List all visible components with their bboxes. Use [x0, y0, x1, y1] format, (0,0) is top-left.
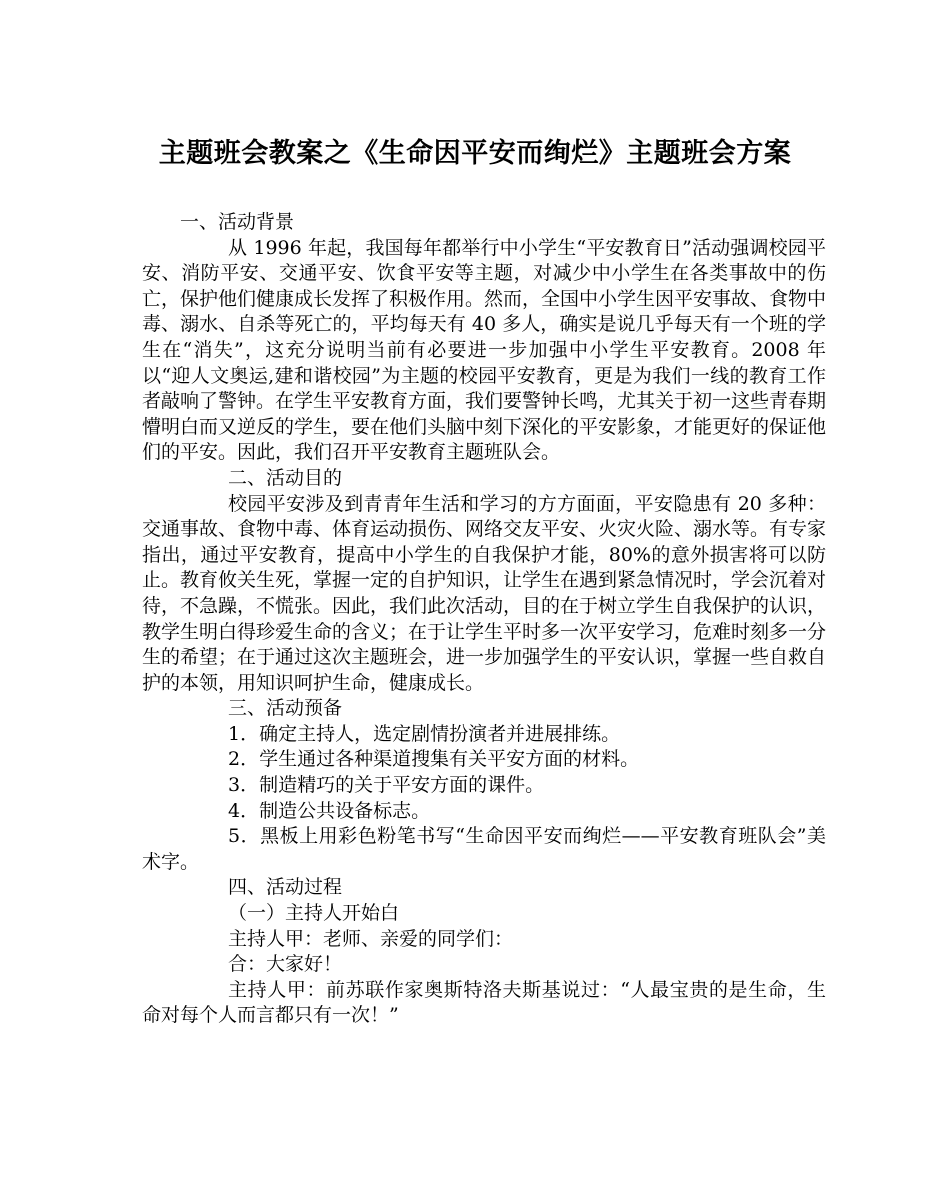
- list-item: 2．学生通过各种渠道搜集有关平安方面的材料。: [228, 748, 640, 771]
- paragraph-purpose: 校园平安涉及到青青年生活和学习的方方面面，平安隐患有 20 多种：交通事故、食物中毒、体育运动损伤、网络交友平安、火灾火险、溺水等。有专家指出，通过平安教育，提高中小学生的自我保护才能，80%的意外损害将可以防止。教育攸关生死，掌握一定的自护知识，让学生在遇到紧急情况时，学会沉着对待，不急躁，不慌张。因此，我们此次活动，目的在于树立学生自我保护的认识，教学生明白得珍爱生命的含义；在于让学生平时多一次平安学习，危难时刻多一分生的希望；在于通过这次主题班会，进一步加强学生的平安认识，掌握一些自救自护的本领，用知识呵护生命，健康成长。: [142, 492, 827, 694]
- document-title: 主题班会教案之《生命因平安而绚烂》主题班会方案: [158, 138, 792, 169]
- list-item: 4．制造公共设备标志。: [228, 799, 431, 822]
- dialogue-line: 主持人甲：老师、亲爱的同学们：: [228, 927, 514, 950]
- paragraph-background: 从 1996 年起，我国每年都举行中小学生“平安教育日”活动强调校园平安、消防平安、交通平安、饮食平安等主题，对减少中小学生在各类事故中的伤亡，保护他们健康成长发挥了积极作用。然而，全国中小学生因平安事故、食物中毒、溺水、自杀等死亡的，平均每天有 40 多人，确实是说几乎每天有一个班的学生在“消失”，这充分说明当前有必要进一步加强中小学生平安教育。2008 年以“迎人文奥运,建和谐校园”为主题的校园平安教育，更是为我们一线的教育工作者敲响了警钟。在学生平安教育方面，我们要警钟长鸣，尤其关于初一这些青春期懵明白而又逆反的学生，要在他们头脑中刻下深化的平安影象，才能更好的保证他们的平安。因此，我们召开平安教育主题班队会。: [142, 236, 827, 464]
- section-heading-process: 四、活动过程: [228, 876, 343, 899]
- sub-heading-host-opening: （一）主持人开始白: [228, 902, 400, 925]
- dialogue-line: 主持人甲：前苏联作家奥斯特洛夫斯基说过：“人最宝贵的是生命，生命对每个人而言都只有一次！”: [142, 978, 826, 1027]
- section-heading-purpose: 二、活动目的: [228, 466, 343, 489]
- document-body: [142, 210, 826, 1029]
- dialogue-line: 合：大家好！: [228, 953, 343, 976]
- list-item: 3．制造精巧的关于平安方面的课件。: [228, 774, 545, 797]
- list-item: 1．确定主持人，选定剧情扮演者并进展排练。: [228, 722, 621, 745]
- list-item: 5．黑板上用彩色粉笔书写“生命因平安而绚烂——平安教育班队会”美术字。: [142, 825, 826, 873]
- section-heading-background: 一、活动背景: [180, 211, 295, 233]
- section-heading-preparation: 三、活动预备: [228, 697, 343, 720]
